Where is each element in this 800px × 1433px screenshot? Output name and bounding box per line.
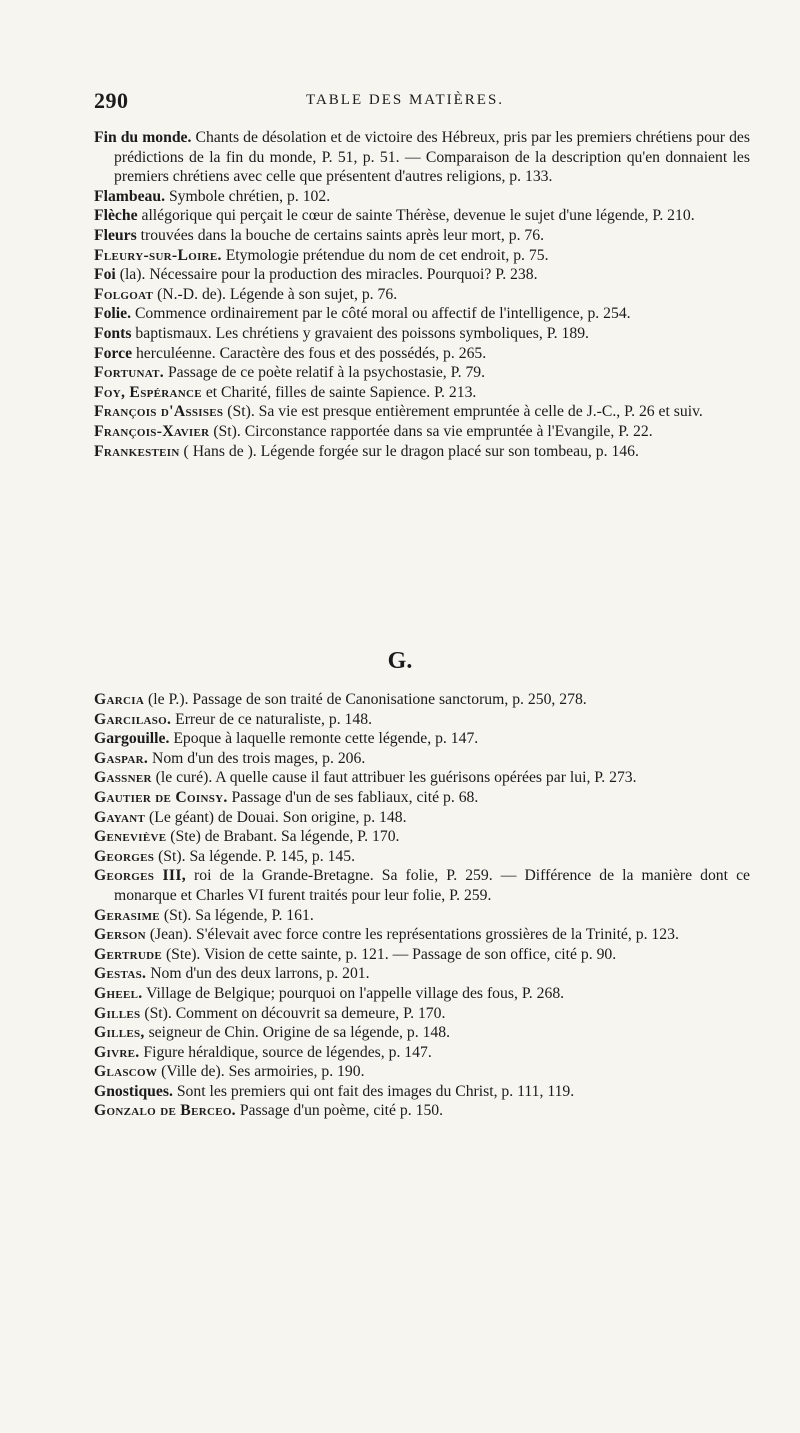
entry-headword: Force bbox=[94, 344, 133, 362]
index-entry bbox=[94, 1043, 750, 1063]
entry-headword: Garcia bbox=[94, 691, 145, 708]
entry-text: Commence ordinairement par le côté moral ou affectif de l'intelligence, p. 254. bbox=[131, 305, 631, 323]
index-entry bbox=[94, 984, 750, 1004]
index-entry bbox=[94, 866, 750, 905]
index-entry bbox=[94, 383, 750, 403]
entry-headword: Gerasime bbox=[94, 906, 160, 924]
entry-headword: Gheel. bbox=[94, 984, 143, 1002]
entry-text: Chants de désolation et de victoire des Hébreux, pris par les premiers chrétiens pour des prédictions de la fin du monde, P. 51, p. 51. — Comparaison de la description qu'en donnaient les premiers chrétiens avec celle que présentent d'autres religions, p. 133. bbox=[114, 129, 750, 186]
entry-text: et Charité, filles de sainte Sapience. P. 213. bbox=[201, 383, 477, 401]
index-entry bbox=[94, 1023, 750, 1043]
entry-text: Symbole chrétien, p. 102. bbox=[165, 187, 331, 205]
entry-text: seigneur de Chin. Origine de sa légende, p. 148. bbox=[144, 1024, 451, 1042]
index-entry bbox=[94, 768, 750, 788]
entry-text: (le curé). A quelle cause il faut attribuer les guérisons opérées par lui, P. 273. bbox=[151, 769, 637, 787]
entry-headword: Foy, Espérance bbox=[94, 383, 202, 401]
entry-text: Sont les premiers qui ont fait des images du Christ, p. 111, 119. bbox=[172, 1082, 575, 1100]
entry-headword: Gerson bbox=[94, 926, 146, 944]
index-entry bbox=[94, 226, 750, 246]
entry-headword: Gaspar. bbox=[94, 749, 149, 767]
entry-headword: François d'Assises bbox=[94, 403, 224, 421]
entry-headword: Garcilaso. bbox=[94, 710, 172, 728]
entry-text: (St). Circonstance rapportée dans sa vie empruntée à l'Evangile, P. 22. bbox=[209, 422, 653, 440]
entry-headword: Gargouille. bbox=[94, 730, 170, 748]
entry-text: Village de Belgique; pourquoi on l'appelle village des fous, P. 268. bbox=[142, 984, 565, 1002]
entry-headword: Fonts bbox=[94, 324, 132, 342]
entry-text: Figure héraldique, source de légendes, p. 147. bbox=[139, 1043, 432, 1061]
index-entry bbox=[94, 304, 750, 324]
index-entry bbox=[94, 827, 750, 847]
index-entry bbox=[94, 925, 750, 945]
page-header bbox=[94, 88, 738, 122]
entry-headword: François-Xavier bbox=[94, 422, 210, 440]
entry-text: (St). Comment on découvrit sa demeure, P. 170. bbox=[140, 1004, 446, 1022]
entry-headword: Gayant bbox=[94, 808, 146, 826]
index-entries-g bbox=[94, 690, 750, 1121]
index-entry bbox=[94, 945, 750, 965]
index-entry bbox=[94, 690, 750, 710]
entry-text: (Le géant) de Douai. Son origine, p. 148. bbox=[145, 808, 407, 826]
entry-headword: Fleurs bbox=[94, 226, 137, 244]
entry-text: Nom d'un des trois mages, p. 206. bbox=[148, 749, 366, 767]
entry-text: roi de la Grande-Bretagne. Sa folie, P. 259. — Différence de la manière dont ce monarque et Charles VI furent traités pour leur folie, P. 259. bbox=[114, 867, 751, 904]
entry-headword: Georges III, bbox=[94, 867, 186, 885]
index-entry bbox=[94, 749, 750, 769]
index-entry bbox=[94, 847, 750, 867]
entry-headword: Flambeau. bbox=[94, 187, 166, 205]
index-entry bbox=[94, 729, 750, 749]
entry-headword: Flèche bbox=[94, 207, 138, 225]
index-entry bbox=[94, 285, 750, 305]
entry-text: (St). Sa légende, P. 161. bbox=[159, 906, 314, 924]
entry-headword: Gilles, bbox=[94, 1024, 145, 1042]
entry-text: (Ville de). Ses armoiries, p. 190. bbox=[157, 1063, 365, 1081]
entry-headword: Givre. bbox=[94, 1043, 140, 1061]
index-entry bbox=[94, 788, 750, 808]
index-entry bbox=[94, 710, 750, 730]
entry-text: (Jean). S'élevait avec force contre les représentations grossières de la Trinité, p. 123. bbox=[145, 926, 679, 944]
entry-text: trouvées dans la bouche de certains saints après leur mort, p. 76. bbox=[136, 226, 545, 244]
index-entry bbox=[94, 1082, 750, 1102]
entry-headword: Folgoat bbox=[94, 285, 154, 303]
index-entry bbox=[94, 324, 750, 344]
section-letter: G. bbox=[387, 648, 413, 674]
entry-headword: Gertrude bbox=[94, 945, 163, 963]
entry-headword: Fin du monde. bbox=[94, 129, 192, 146]
entry-headword: Foi bbox=[94, 266, 116, 284]
index-entry bbox=[94, 422, 750, 442]
entry-text: herculéenne. Caractère des fous et des possédés, p. 265. bbox=[132, 344, 487, 362]
index-entry bbox=[94, 128, 750, 187]
entry-text: Passage de ce poète relatif à la psychostasie, P. 79. bbox=[164, 364, 486, 382]
index-entry bbox=[94, 964, 750, 984]
entry-headword: Gonzalo de Berceo. bbox=[94, 1102, 236, 1120]
entry-text: baptismaux. Les chrétiens y gravaient des poissons symboliques, P. 189. bbox=[131, 324, 589, 342]
entry-text: Passage d'un poème, cité p. 150. bbox=[235, 1102, 444, 1120]
index-entry bbox=[94, 246, 750, 266]
entry-headword: Gestas. bbox=[94, 965, 147, 983]
entry-text: (le P.). Passage de son traité de Canonisatione sanctorum, p. 250, 278. bbox=[144, 691, 587, 708]
entry-headword: Gassner bbox=[94, 769, 152, 787]
entry-text: (St). Sa vie est presque entièrement empruntée à celle de J.-C., P. 26 et suiv. bbox=[223, 403, 703, 421]
entry-text: (St). Sa légende. P. 145, p. 145. bbox=[154, 847, 356, 865]
entry-headword: Glascow bbox=[94, 1063, 158, 1081]
entry-text: ( Hans de ). Légende forgée sur le dragon placé sur son tombeau, p. 146. bbox=[179, 442, 639, 460]
index-entry bbox=[94, 206, 750, 226]
entry-headword: Gnostiques. bbox=[94, 1082, 173, 1100]
index-entries-f bbox=[94, 128, 750, 461]
entry-headword: Gautier de Coinsy. bbox=[94, 788, 228, 806]
index-entry bbox=[94, 265, 750, 285]
entry-text: allégorique qui perçait le cœur de sainte Thérèse, devenue le sujet d'une légende, P. 210. bbox=[137, 207, 695, 225]
index-entry bbox=[94, 1062, 750, 1082]
entry-text: Nom d'un des deux larrons, p. 201. bbox=[146, 965, 370, 983]
entry-text: (Ste) de Brabant. Sa légende, P. 170. bbox=[166, 828, 400, 846]
entry-headword: Geneviève bbox=[94, 828, 167, 846]
entry-text: (Ste). Vision de cette sainte, p. 121. — Passage de son office, cité p. 90. bbox=[162, 945, 617, 963]
index-entry bbox=[94, 906, 750, 926]
entry-headword: Folie. bbox=[94, 305, 132, 323]
entry-text: (la). Nécessaire pour la production des miracles. Pourquoi? P. 238. bbox=[115, 266, 538, 284]
index-entry bbox=[94, 442, 750, 462]
index-entry bbox=[94, 808, 750, 828]
entry-headword: Fleury-sur-Loire. bbox=[94, 246, 222, 264]
entry-headword: Frankestein bbox=[94, 442, 180, 460]
running-title: TABLE DES MATIÈRES. bbox=[306, 92, 505, 108]
index-entry bbox=[94, 344, 750, 364]
index-entry bbox=[94, 1101, 750, 1121]
entry-text: Etymologie prétendue du nom de cet endroit, p. 75. bbox=[221, 246, 549, 264]
index-entry bbox=[94, 363, 750, 383]
index-entry bbox=[94, 187, 750, 207]
entry-headword: Georges bbox=[94, 847, 155, 865]
index-entry bbox=[94, 1004, 750, 1024]
page-number: 290 bbox=[94, 88, 129, 113]
entry-headword: Gilles bbox=[94, 1004, 141, 1022]
entry-text: Erreur de ce naturaliste, p. 148. bbox=[171, 710, 373, 728]
entry-text: (N.-D. de). Légende à son sujet, p. 76. bbox=[153, 285, 398, 303]
entry-text: Passage d'un de ses fabliaux, cité p. 68. bbox=[227, 788, 479, 806]
entry-headword: Fortunat. bbox=[94, 364, 165, 382]
index-entry bbox=[94, 402, 750, 422]
entry-text: Epoque à laquelle remonte cette légende, p. 147. bbox=[169, 730, 479, 748]
